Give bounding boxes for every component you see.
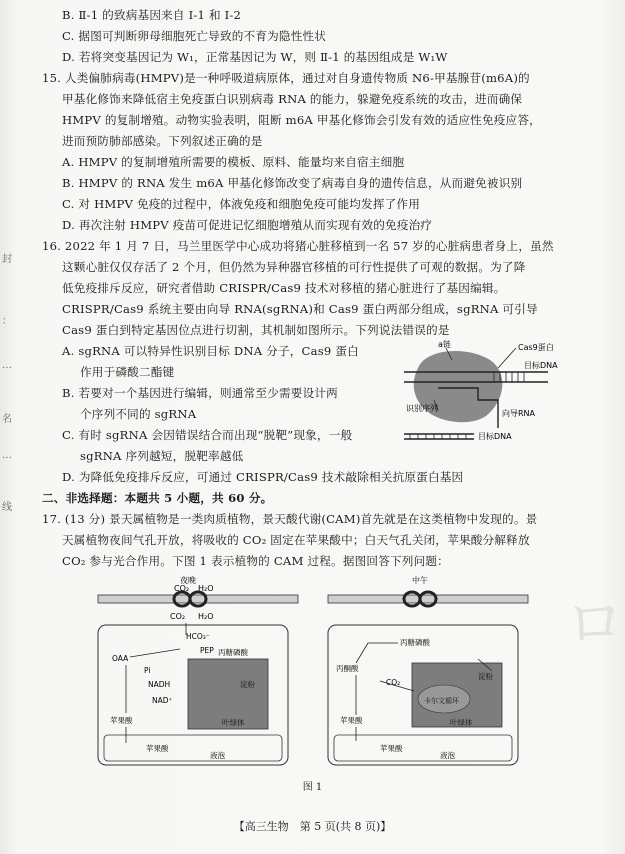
- noon-epidermis: [328, 595, 528, 603]
- margin-mark: 封: [2, 254, 12, 265]
- noon-vacuole: [334, 735, 512, 761]
- q16-option-c-cont: sgRNA 序列越短，脱靶率越低: [80, 449, 244, 463]
- q16-stem-line: 这颗心脏仅仅存活了 2 个月，但仍然为异种器官移植的可行性提供了可观的数据。为了降: [62, 260, 526, 274]
- night-h2o-out: H₂O: [198, 612, 214, 621]
- q16-stem-line: 16. 2022 年 1 月 7 日，马兰里医学中心成功将猪心脏移植到一名 57 岁的心脏病患者身上，虽然: [42, 239, 554, 253]
- q16-stem-line: CRISPR/Cas9 系统主要由向导 RNA(sgRNA)和 Cas9 蛋白两部分组成，sgRNA 可引导: [62, 302, 538, 316]
- night-nadh: NADH: [148, 680, 171, 689]
- figure-caption: 图 1: [302, 782, 323, 793]
- cam-process-figure: [90, 575, 550, 775]
- night-chloroplast-label: 叶绿体: [222, 718, 245, 727]
- q15-option-c: C. 对 HMPV 免疫的过程中，体液免疫和细胞免疫可能均发挥了作用: [62, 197, 420, 211]
- q16-option-a: A. sgRNA 可以特异性识别目标 DNA 分子，Cas9 蛋白: [62, 344, 359, 358]
- section-two-heading: 二、非选择题：本题共 5 小题，共 60 分。: [42, 491, 273, 505]
- night-vacuole: [104, 735, 282, 761]
- night-panel: [98, 575, 298, 765]
- q16-option-a-cont: 作用于磷酸二酯键: [80, 365, 175, 379]
- q17-stem-line: CO₂ 参与光合作用。下图 1 表示植物的 CAM 过程。据图回答下列问题：: [62, 554, 449, 568]
- night-malate-cyto: 苹果酸: [110, 716, 133, 725]
- q14-option-d: D. 若将突变基因记为 W₁，正常基因记为 W，则 Ⅱ-1 的基因组成是 W₁W: [62, 50, 448, 64]
- label-recognition-seq: 识别序列: [406, 404, 438, 413]
- q16-option-b: B. 若要对一个基因进行编辑，则通常至少需要设计两: [62, 386, 338, 400]
- night-malate-vacuole: 苹果酸: [146, 744, 169, 753]
- night-title: 夜晚: [180, 576, 196, 585]
- night-pep: PEP: [200, 646, 214, 655]
- night-vacuole-label: 液泡: [210, 751, 225, 760]
- lower-dna-base-pairs: [410, 434, 466, 439]
- q15-option-a: A. HMPV 的复制增殖所需要的模板、原料、能量均来自宿主细胞: [62, 155, 405, 169]
- noon-vacuole-label: 液泡: [440, 751, 455, 760]
- q17-stem-line: 17. (13 分) 景天属植物是一类肉质植物，景天酸代谢(CAM)首先就是在这类植物中发现的。景: [42, 512, 538, 526]
- q15-stem-line: 甲基化修饰来降低宿主免疫蛋白识别病毒 RNA 的能力，躲避免疫系统的攻击，进而确保: [62, 92, 523, 106]
- night-epidermis: [98, 595, 298, 603]
- q15-option-d: D. 再次注射 HMPV 疫苗可促进记忆细胞增殖从而实现有效的免疫治疗: [62, 218, 433, 232]
- night-pi: Pi: [144, 666, 151, 675]
- night-nad: NAD⁺: [152, 696, 173, 705]
- crispr-cas9-diagram: [398, 338, 580, 448]
- label-target-dna-2: 目标DNA: [478, 432, 512, 441]
- faint-watermark-glyph: ロ: [565, 589, 625, 659]
- noon-calvin-label: 卡尔文循环: [424, 697, 459, 705]
- q15-stem-line: HMPV 的复制增殖。动物实验表明，阻断 m6A 甲基化修饰会引发有效的适应性免疫应答，: [62, 113, 541, 127]
- night-hco3: HCO₃⁻: [186, 632, 210, 641]
- cas9-pointer: [498, 348, 516, 368]
- q15-stem-line: 15. 人类偏肺病毒(HMPV)是一种呼吸道病原体，通过对自身遗传物质 N6-甲基腺苷(m6A)的: [42, 71, 530, 85]
- noon-pyruvate: 丙酮酸: [336, 664, 359, 673]
- noon-triose: 丙糖磷酸: [400, 638, 430, 647]
- q15-option-b: B. HMPV 的 RNA 发生 m6A 甲基化修饰改变了病毒自身的遗传信息，从而避免被识别: [62, 176, 523, 190]
- noon-malate-vacuole: 苹果酸: [380, 744, 403, 753]
- label-guide-rna: 向导RNA: [502, 409, 536, 418]
- noon-starch: 淀粉: [478, 672, 493, 681]
- q16-option-d: D. 为降低免疫排斥反应，可通过 CRISPR/Cas9 技术敲除相关抗原蛋白基因: [62, 470, 464, 484]
- q17-stem-line: 天属植物夜间气孔开放，将吸收的 CO₂ 固定在苹果酸中；白天气孔关闭，苹果酸分解释放: [62, 533, 530, 547]
- page-footer: 【高三生物 第 5 页(共 8 页)】: [233, 820, 392, 833]
- night-co2-top: CO₂: [174, 584, 190, 593]
- noon-malate-cyto: 苹果酸: [340, 716, 363, 725]
- night-triose: 丙糖磷酸: [218, 648, 248, 657]
- night-co2-in: CO₂: [170, 612, 186, 621]
- noon-title: 中午: [412, 576, 428, 585]
- margin-mark: …: [2, 360, 12, 371]
- q16-option-c: C. 有时 sgRNA 会因错误结合而出现“脱靶”现象，一般: [62, 428, 353, 442]
- label-site: a链: [438, 340, 451, 349]
- margin-mark: ：: [2, 316, 12, 327]
- night-starch: 淀粉: [240, 680, 255, 689]
- noon-chloroplast-label: 叶绿体: [450, 718, 473, 727]
- night-oaa: OAA: [112, 654, 129, 663]
- noon-panel: [328, 575, 528, 765]
- margin-mark: …: [2, 450, 12, 461]
- q14-option-c: C. 据图可判断卵母细胞死亡导致的不育为隐性性状: [62, 29, 327, 43]
- noon-co2: CO₂: [386, 678, 401, 687]
- margin-mark: 名: [2, 414, 12, 425]
- night-h2o-top: H₂O: [198, 584, 214, 593]
- label-target-dna: 目标DNA: [524, 361, 558, 370]
- q16-stem-line: Cas9 蛋白到特定基因位点进行切割，其机制如图所示。下列说法错误的是: [62, 323, 450, 337]
- q16-stem-line: 低免疫排斥反应，研究者借助 CRISPR/Cas9 技术对移植的猪心脏进行了基因编辑。: [62, 281, 506, 295]
- margin-mark: 线: [2, 502, 12, 513]
- q15-stem-line: 进而预防肺部感染。下列叙述正确的是: [62, 134, 263, 148]
- q16-option-b-cont: 个序列不同的 sgRNA: [80, 407, 197, 421]
- label-cas9: Cas9蛋白: [518, 343, 554, 352]
- q14-option-b: B. Ⅱ-1 的致病基因来自 Ⅰ-1 和 Ⅰ-2: [62, 8, 242, 22]
